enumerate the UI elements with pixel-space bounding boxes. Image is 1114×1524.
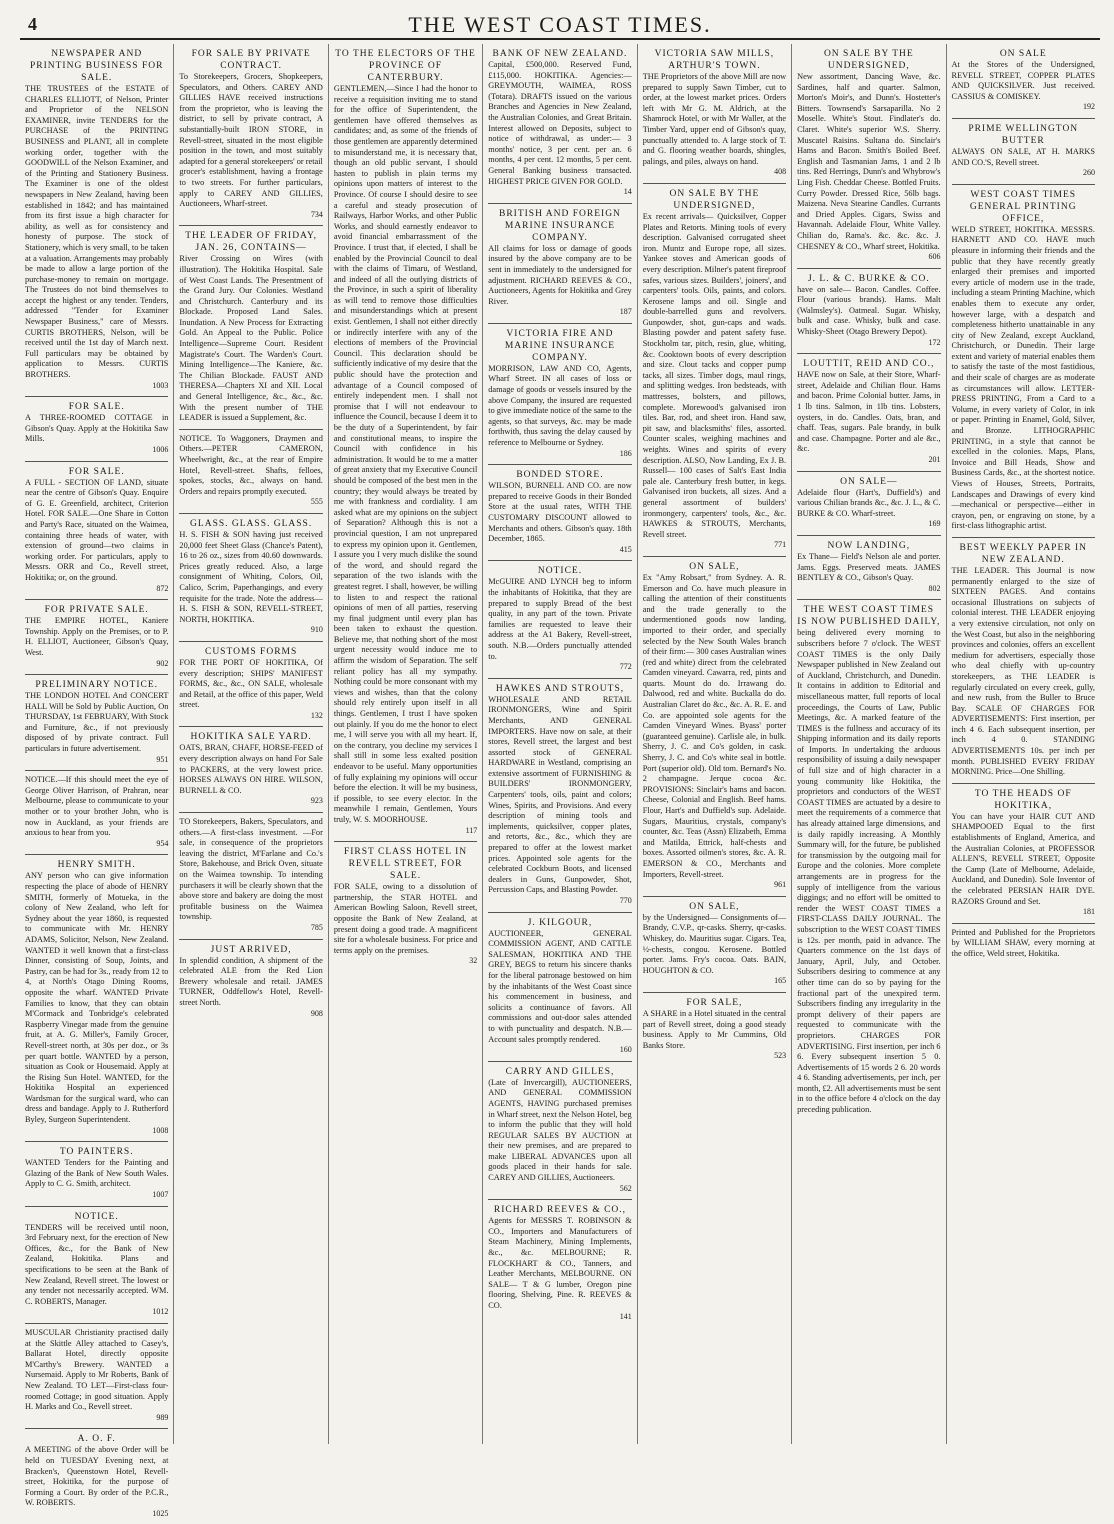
advertisement-number: 902 (156, 658, 169, 668)
advertisement-body: A MEETING of the above Order will be held on TUESDAY Evening next, at Bracken's, Queenstown Hotel, Revell-street, Hokitika, for the purpose of Forming a Court. By order of the P.C.R., W. ROBERTS. (25, 1445, 169, 1508)
advertisement-number: 785 (310, 922, 323, 932)
advertisement-number: 117 (465, 825, 478, 835)
advertisement-heading: BRITISH AND FOREIGN MARINE INSURANCE COMPANY. (499, 208, 621, 243)
advertisement-heading: PRIME WELLINGTON BUTTER (968, 123, 1079, 146)
advertisement (25, 1324, 168, 1429)
advertisement (643, 44, 786, 184)
advertisement-body: In splendid condition, A shipment of the celebrated ALE from the Red Lion Brewery wholesale and retail. JAMES TURNER, Oddfellow's Hotel, Revell-street North. (179, 955, 323, 1007)
advertisement-number: 961 (774, 880, 787, 890)
advertisement-body: TENDERS will be received until noon, 3rd February next, for the erection of New Offices, &c., for the Bank of New Zealand, Hokitika. Plans and specifications to be seen at the Bank of New Zealand, Revell street. The lowest or any tender not necessarily accepted. WM. C. ROBERTS, Manager. (25, 1222, 169, 1306)
advertisement (25, 1429, 168, 1524)
advertisement-body: THE EMPIRE HOTEL, Kaniere Township. Apply on the Premises, or to P. H. ELLIOT, Auctioneer, Gibson's Quay, West. (25, 616, 169, 657)
advertisement (25, 462, 168, 601)
advertisement-body: A THREE-ROOMED COTTAGE in Gibson's Quay. Apply at the Hokitika Saw Mills. (25, 413, 169, 444)
advertisement-heading: J. KILGOUR, (527, 917, 593, 928)
advertisement-heading: FOR SALE. (68, 402, 125, 413)
advertisement-heading: CUSTOMS FORMS (204, 646, 298, 657)
advertisement (643, 184, 786, 557)
advertisement-body: Ex recent arrivals— Quicksilver, Copper Plates and Retorts. Mining tools of every description. Galvanised corrugated sheet iron. Muntz and Europe rope, all sizes. Yankee stoves and American goods of every description. Milner's patent fireproof safes, various sizes. Builders', joiners', and carpenters' tools. Oils, paints, and colors. Kerosene lamps and oil. Single and double-barrelled guns and revolvers. Gunpowder, shot, gun-caps and wads. Blasting powder and patent safety fuse. Stockholm tar, pitch, resin, glue, whiting, &c. Cooktown boots of every description and size. Clout tacks and copper pump tacks, all sizes. Timber dogs, maul rings, and splitting wedges. Iron bedsteads, with mattresses, bolsters, and pillows, complete. Morewood's galvanised iron tiles. Bar, rod, and sheet iron. Hand saw, pit saw, and blacksmiths' files, assorted. Counter scales, weighing machines and weights. Wines and spirits of every description. ALSO, Now Landing, Ex J. B. Russell— 100 cases of Salt's East India pale ale. Canterbury fresh butter, in kegs. Galvanised iron buckets, all sizes. And a general assortment of builders' ironmongery, carpenters' tools, &c., &c. HAWKES & STROUTS, Merchants, Revell street. (642, 211, 787, 539)
advertisement-heading: ON SALE (999, 49, 1047, 59)
advertisement-body: Ex Thane— Field's Nelson ale and porter. Jams. Eggs. Preserved meats. JAMES BENTLEY & CO., Gibson's Quay. (797, 551, 941, 583)
advertisement-body: NOTICE. To Waggoners, Draymen and Others.—PETER CAMERON, Wheelwright, &c., at the rear of Empire Hotel, Revell-street. Shafts, felloes, spokes, stocks, &c., always on hand. Orders and repairs promptly executed. (179, 433, 323, 496)
advertisement-body: To Storekeepers, Grocers, Shopkeepers, Speculators, and Others. CAREY AND GILLIES HAVE received instructions from the proprietor, who is leaving the district, to sell by private contract, A substantially-built IRON STORE, in Revell-street, situated in the most eligible position in the town, and most suitably adapted for a general storekeepers' or retail grocer's establishment, having a frontage to two streets. For further particulars, apply to CAREY AND GILLIES, Auctioneers, Wharf-street. (179, 72, 323, 209)
advertisement-body: THE TRUSTEES of the ESTATE of CHARLES ELLIOTT, of Nelson, Printer and Proprietor of the NELSON EXAMINER, invite TENDERS for the PURCHASE of the PRINTING BUSINESS and PLANT, all in complete working order, together with the GOODWILL of the Nelson Examiner, and of the Printing and Stationery Business. The Examiner is one of the oldest newspapers in New Zealand, having been established in 1842; and has maintained from its first issue a high character for ability, as well as for consistency and honesty of purpose. The stock of Stationery, which is very small, to be taken at a valuation. Arrangements may probably be made to allow a large portion of the purchase-money to remain on mortgage. The Trustees do not bind themselves to accept the highest or any tender. Tenders, addressed "Tender for Examiner Newspaper Business," care of Messrs. CURTIS BROTHERS, Nelson, will be received until the 1st day of March next. Full particulars may be obtained by application to Messrs. CURTIS BROTHERS. (25, 84, 169, 380)
advertisement (952, 924, 1095, 965)
advertisement-heading: LOUTTIT, REID AND CO., (803, 359, 935, 370)
page-number: 4 (28, 14, 37, 34)
column-4 (483, 44, 637, 1444)
advertisement-body: (Late of Invercargill), AUCTIONEERS, AND GENERAL COMMISSION AGENTS, HAVING purchased premises in Wharf street, next the Nelson Hotel, beg to inform the public that they will hold REGULAR SALES BY AUCTION at their new premises, and are prepared to make LIBERAL ADVANCES upon all goods placed in their hands for sale. CAREY AND GILLIES, Auctioneers. (488, 1077, 632, 1183)
advertisement-number: 1006 (152, 445, 169, 454)
advertisement (488, 1062, 631, 1201)
advertisement-number: 165 (774, 976, 787, 986)
masthead (20, 10, 1100, 40)
advertisement-heading: ON SALE— (840, 476, 898, 487)
advertisement-body: WELD STREET, HOKITIKA. MESSRS. HARNETT AND CO. HAVE much pleasure in informing their friends and the public that they have recently greatly enlarged their premises and imported every article of modern use in the trade, including a steam Printing Machine, which enables them to execute any order, however large, with a despatch and completeness hitherto unattainable in any city of New Zealand, except Auckland, Christchurch, or Dunedin. Their large extent and variety of material enables them to satisfy the taste of the most fastidious, and their scale of charges are as moderate as circumstances will allow. LETTER-PRESS PRINTING, From a Card to a Volume, in every variety of Color, in ink or paper. Printing in Enamel, Gold, Silver, and Bronze. LITHOGRAPHIC PRINTING, in a style that cannot be excelled in the colonies. Maps, Plans, Invoice and Bill Heads, Show and Business Cards, &c., at the shortest notice. Views of Houses, Streets, Portraits, Landscapes and Drawings of every kind —mechanical or perspective—either in crayon, pen, or engraving on stone, by a first-class lithographic artist. (951, 224, 1095, 531)
advertisement-heading: RICHARD REEVES & CO., (493, 1205, 627, 1216)
advertisement-body: MORRISON, LAW AND CO, Agents, Wharf Street. IN all cases of loss or damage of goods or vessels insured by the above Company, the insured are requested to give immediate notice of the same to the agents, so that surveys, &c. may be made forthwith, thus saving the delay caused by reference to Melbourne or Sydney. (488, 363, 632, 448)
advertisement-number: 734 (310, 209, 323, 219)
advertisement (797, 269, 940, 355)
advertisement-body: Printed and Published for the Proprietors by WILLIAM SHAW, every morning at the office, Weld street, Hokitika. (951, 927, 1095, 958)
advertisement-number: 802 (928, 583, 941, 593)
advertisement-number: 415 (619, 544, 632, 554)
advertisement-number: 951 (156, 754, 169, 764)
advertisement (643, 897, 786, 993)
advertisement-heading: ON SALE, (689, 561, 740, 572)
advertisement (488, 465, 631, 561)
advertisement (952, 538, 1095, 784)
advertisement-number: 169 (928, 519, 941, 529)
newspaper-title: THE WEST COAST TIMES. (408, 12, 712, 37)
advertisement (952, 44, 1095, 119)
advertisement (952, 185, 1095, 538)
advertisement-heading: NEWSPAPER AND PRINTING BUSINESS FOR SALE. (29, 49, 164, 83)
advertisement (797, 354, 940, 471)
advertisement-body: THE LONDON HOTEL And CONCERT HALL Will be Sold by Public Auction, On THURSDAY, 1st FEBRUARY, With Stock and Furniture, &c., if not previously disposed of by private contract. Full particulars in future advertisement. (25, 691, 169, 754)
advertisement-body: have on sale— Bacon. Candles. Coffee. Flour (various brands). Hams. Malt (Walmsley's). Oatmeal. Sugar. Whisky, bulk and case. Whisky, bulk and case. Whisky-Sheet (Otago Brewery Depot). (797, 284, 941, 337)
advertisement (179, 226, 322, 430)
column-6 (792, 44, 946, 1444)
advertisement-heading: TO PAINTERS. (59, 1147, 134, 1158)
advertisement (488, 913, 631, 1062)
advertisement-number: 186 (619, 448, 632, 458)
advertisement-number: 141 (619, 1311, 632, 1321)
advertisement-number: 562 (619, 1183, 632, 1193)
advertisement (179, 514, 322, 642)
advertisement-body: A SHARE in a Hotel situated in the central part of Revell street, doing a good steady business. Apply to Mr Cummins, Old Banks Store. (642, 1008, 787, 1050)
advertisement-body: FOR SALE, owing to a dissolution of partnership, the STAR HOTEL and American Bowling Saloon, Revell street, opposite the Bank of New Zealand, at present doing a good trade. A magnificent site for a wholesale business. For price and terms apply on the premises. (333, 882, 478, 955)
advertisement-number: 872 (156, 583, 169, 593)
advertisement-number: 770 (619, 896, 632, 905)
advertisement (179, 44, 322, 226)
advertisement-number: 32 (469, 956, 478, 966)
advertisement-heading: THE WEST COAST TIMES IS NOW PUBLISHED DAILY, (797, 605, 941, 628)
advertisement (488, 44, 631, 204)
advertisement-heading: HAWKES AND STROUTS, (495, 683, 625, 694)
advertisement-number: 555 (310, 497, 323, 507)
advertisement-heading: HOKITIKA SALE YARD. (190, 732, 312, 743)
advertisement (488, 324, 631, 465)
advertisement-heading: VICTORIA SAW MILLS, ARTHUR'S TOWN. (654, 49, 775, 71)
advertisement-heading: GLASS. GLASS. GLASS. (190, 518, 313, 529)
advertisement (179, 727, 322, 813)
advertisement-body: Adelaide flour (Hart's, Duffield's) and various Chilian brands &c., &c. J. L., & C. BURKE & CO. Wharf-street. (797, 487, 941, 518)
advertisement (952, 784, 1095, 924)
advertisement (488, 204, 631, 324)
advertisement-number: 772 (619, 662, 632, 672)
advertisement-body: New assortment, Dancing Wave, &c. Sardines, half and quarter. Salmon, Morton's Moir's, and Dunn's. Hostetter's Bitters. Townsend's Sarsaparilla. No 2 Moselle. White's Stout. Findlater's do. Claret. White's superior W.S. Sherry. Muscatel Raisins. Sultana do. Sinclair's Hams and Bacon. Smith's Boiled Beef. English and Tasmanian Jams, 1 and 2 lb tins. Red Herrings, Dunn's and Whybrow's Ling Fish. Cheddar Cheese. Bottled Fruits. Curry Powder. Dressed Rice, 56lb bags. Maizena. Neva Stearine Candles. Currants and Dried Apples. Cigars, Swiss and Havannah. Adelaide Flour, White Valley. Chilian do, Rama's. &c. &c. &c. J. CHESNEY & CO., Wharf street, Hokitika. (797, 72, 941, 251)
advertisement (179, 642, 322, 728)
advertisement (488, 561, 631, 678)
advertisement-heading: NOW LANDING, (827, 540, 911, 551)
advertisement-heading: FIRST CLASS HOTEL IN REVELL STREET, FOR SALE. (343, 847, 468, 882)
advertisement-body: You can have your HAIR CUT AND SHAMPOOED Equal to the first establishments of England, America, and the Australian Colonies, at PROFESSOR ALLEN'S, REVELL STREET, Opposite the Camp (Late of Melbourne, Adelaide, Auckland, and Dunedin). Sole Inventor of the celebrated PERSIAN HAIR DYE. RAZORS Ground and Set. (951, 811, 1095, 906)
advertisement-number: 989 (156, 1412, 169, 1422)
advertisement-number: 910 (310, 625, 323, 635)
advertisement-body: ANY person who can give information respecting the place of abode of HENRY SMITH, formerly of Motueka, in the colony of New Zealand, who left for Sydney about the year 1860, is requested to communicate with Mr. HENRY ADAMS, Solicitor, Nelson, New Zealand. WANTED it well known that a first-class Dinner, consisting of Soup, Joints, and Pastry, can be had for 3s., ready from 12 to 4, at North's Otago Dining Rooms, opposite the wharf. WANTED Private Families to know, that they can obtain M'Cormack and Tonbridge's celebrated Raspberry Vinegar made from the genuine fruit, at A. G. Miller's, Family Grocer, Revell-street north, at 30s per doz., or 3s per quart bottle. WANTED by a person, situation as Cook or Housemaid. Apply at the Rising Sun Hotel. WANTED, for the Hokitika Hospital an experienced Wardsman for the surgical ward, who can dress and bandage. Apply to J. Rutherford Byley, Surgeon Superintendent. (25, 871, 169, 1125)
advertisement-body: McGUIRE AND LYNCH beg to inform the inhabitants of Hokitika, that they are prepared to supply Bread of the best quality, in any part of the town. Private families are requested to leave their address at the A1 Bakery, Revell-street, south. N.B.—Orders punctually attended to. (488, 577, 632, 661)
advertisement (643, 557, 786, 897)
advertisement-body: AUCTIONEER, GENERAL COMMISSION AGENT, AND CATTLE SALESMAN, HOKITIKA AND THE GREY, BEGS to return his sincere thanks for the liberal patronage bestowed on him by the inhabitants of the West Coast since his commencement in business, and solicits a continuance of favors. All commissions and out-door sales attended to with punctuality and despatch. N.B.—Account sales promptly rendered. (488, 928, 632, 1044)
advertisement-number: 132 (310, 710, 323, 720)
advertisement-heading: J. L. & C. BURKE & CO. (807, 273, 930, 284)
advertisement-heading: TO THE HEADS OF HOKITIKA, (974, 788, 1072, 811)
advertisement-body: TO Storekeepers, Bakers, Speculators, and others.—A first-class investment. —For sale, in consequence of the proprietors leaving the district, M'Farlane and Co.'s Store, Bakehouse, and Brick Oven, situate on the Waimea township. To intending purchasers it will be clearly shown that the above store and bakery are doing the most profitable business on the Waimea township. (179, 817, 323, 922)
column-7 (947, 44, 1100, 1444)
advertisement (797, 44, 940, 269)
advertisement-body: WANTED Tenders for the Painting and Glazing of the Bank of New South Wales. Apply to C. G. Smith, architect. (25, 1158, 169, 1189)
advertisement (179, 813, 322, 940)
advertisement-heading: TO THE ELECTORS OF THE PROVINCE OF CANTERBURY. (335, 49, 476, 83)
advertisement-body: FOR THE PORT OF HOKITIKA, Of every description; SHIPS' MANIFEST FORMS, &c., &c., ON SALE, wholesale and Retail, at the office of this paper, Weld street. (179, 657, 323, 710)
column-5 (638, 44, 792, 1444)
advertisement (797, 472, 940, 536)
advertisement-number: 1007 (152, 1190, 169, 1200)
advertisement-body: THE Proprietors of the above Mill are now prepared to supply Sawn Timber, cut to order, at the lowest market prices. Orders left with Mr G. M. Aldrich, at the Shamrock Hotel, or with Mr Waller, at the Timber Yard, upper end of Gibson's quay, punctually attended to. A large stock of T. and G. flooring weather boards, shingles, palings, and piles, always on hand. (642, 72, 787, 166)
advertisement-number: 14 (623, 187, 632, 197)
advertisement (334, 44, 477, 842)
advertisement (25, 1142, 168, 1206)
advertisement (488, 1200, 631, 1327)
advertisement-heading: BANK OF NEW ZEALAND. (492, 49, 628, 59)
advertisement-number: 606 (928, 252, 941, 262)
advertisement-heading: JUST ARRIVED, (210, 944, 292, 955)
advertisement-heading: BONDED STORE. (516, 470, 604, 481)
advertisement-body: Capital, £500,000. Reserved Fund, £115,000. HOKITIKA. Agencies:—GREYMOUTH, WAIMEA, ROSS (Totara). DRAFTS issued on the various Branches and Agencies in New Zealand, the Australian Colonies, and Great Britain. Interest allowed on Deposits, subject to notice of withdrawal, as under:— 3 months' notice, 3 per cent. per an. 6 months, 4 per cent. 12 months, 5 per cent. General Banking business transacted. HIGHEST PRICE GIVEN FOR GOLD. (488, 60, 632, 186)
advertisement-body: Ex "Amy Robsart," from Sydney. A. R. Emerson and Co. have much pleasure in calling the attention of their constituents and the trade generally to the undermentioned goods now landing, imported to their order, and specially selected by the New South Wales branch of their firm:— 300 cases Australian wines (red and white) direct from the celebrated Camden vineyard. Cawarra, red, pints and quarts. Mount do do. Irrawang do. Dalwood, red and white. Buckalla do do. Australian Claret do &c., &c. A. R. E. and Co. are appointed sole agents for the Camden Vineyard Wines. Byass' porter (guaranteed genuine). Carlisle ale, in bulk. Sherry, J. C. and Co's golden, in cask. Sherry, J. C. and Co's white seal in bottle. Port (superior old). Old tom. Bernard's No. 2 champagne. Jerque cocoa &c. PROVISIONS: Sinclair's hams and bacon. Cheese, Colonial and English. Beef hams. Flour, Hart's and Duffield's sup. Adelaide. Sugars, Mauritius, crystals, company's counter, &c. Teas (Assn) Elizabeth, Emma and Matilda, Ettrick, half-chests and boxes. Assorted oilmen's stores, &c. A. R. EMERSON & CO., Merchants and Importers, Revell-street. (642, 572, 787, 879)
advertisement-body: At the Stores of the Undersigned, REVELL STREET, COPPER PLATES AND QUICKSILVER. Just received. CASSIUS & COMISKEY. (951, 60, 1095, 101)
advertisement-body: OATS, BRAN, CHAFF, HORSE-FEED of every description always on hand For Sale to PACKERS, at the very lowest price. HORSES ALWAYS ON HIRE. WILSON, BURNELL & CO. (179, 743, 323, 795)
advertisement (25, 44, 168, 397)
advertisement (797, 536, 940, 600)
advertisement-number: 1025 (152, 1508, 169, 1518)
advertisement-heading: FOR SALE, (686, 997, 743, 1008)
advertisement-body: being delivered every morning to subscribers before 7 o'clock. The WEST COAST TIMES is the only Daily Newspaper published in New Zealand out of Auckland, Christchurch, and Dunedin. It contains in addition to Editorial and miscellaneous matter, full reports of local proceedings, the Courts of Law, Public Meetings, &c. A marked feature of the TIMES is the fullness and accuracy of its Shipping information and its daily reports of Imports. In undertaking the arduous responsibility of issuing a daily newspaper of full size and of high character in a young community like Hokitika, the proprietors and conductors of the WEST COAST TIMES are actuated by a desire to meet the requirements of a commerce that has already attained large dimensions, and is daily rapidly increasing. A Monthly Summary will, for the future, be published for transmission by the outgoing mail for Europe and the colonies. More complete arrangements are in progress for the supply of intelligence from the various diggings; and no effort will be omitted to render the WEST COAST TIMES a FIRST-CLASS DAILY JOURNAL. The subscription to the WEST COAST TIMES is 12s. per month, paid in advance. The Quarters commence on the 1st days of January, April, July, and October. Subscribers desiring to commence at any other time can do so by paying for the fractional part of the unexpired term. Subscribers finding any irregularity in the prompt delivery of their papers are requested to communicate with the proprietors. CHARGES FOR ADVERTISING. First insertion, per inch 6 6. Every subsequent insertion 5 0. Advertisements of 15 words 2 6. 20 words 4 6. Standing advertisements, per inch, per month, £2. All advertisements must be sent in to the office before 4 o'clock on the day preceding publication. (797, 628, 941, 1115)
advertisement-body: by the Undersigned— Consignments of— Brandy, C.V.P., qr-casks. Sherry, qr-casks. Whiskey, do. Mauritius sugar. Cigars. Tea, ½-chests, congou. Kerosene. Bottled porter. Jams. Fry's cocoa. Oats. BAIN, HOUGHTON & CO. (642, 912, 787, 975)
advertisement (952, 119, 1095, 185)
advertisement-heading: A. O. F. (77, 1434, 116, 1445)
advertisement (25, 600, 168, 675)
advertisement-heading: WEST COAST TIMES GENERAL PRINTING OFFICE, (969, 189, 1077, 224)
column-2 (174, 44, 328, 1444)
advertisement-number: 1012 (152, 1307, 169, 1317)
advertisement-body: WHOLESALE AND RETAIL IRONMONGERS, Wine and Spirit Merchants, AND GENERAL IMPORTERS. Have now on sale, at their stores, Revell street, the largest and best assorted stock of GENERAL HARDWARE in Westland, comprising an extensive assortment of FURNISHING & BUILDERS' IRONMONGERY, Carpenters' tools, oils, paint and colors; Wines, Spirits, and Provisions. And every description of mining tools and implements, quicksilver, copper plates, and retorts, &c., &c., which they are prepared to offer at the lowest market prices. Appointed sole agents for the celebrated Cockburn Boots, and licensed dealers in Guns, Gunpowder, Shot, Percussion Caps, and Blasting Powder. (488, 694, 632, 895)
advertisement-body: A FULL - SECTION OF LAND, situate near the centre of Gibson's Quay. Enquire of G. E. Greenfield, architect, Criterion Hotel. FOR SALE.—One Share in Cotton and Party's Race, situated on the Waimea, containing three heads of water, with extension of ground—two claims in working order. For particulars, apply to Messrs. ORR and Co., Revell street, Hokitika; or, on the ground. (25, 477, 169, 582)
advertisement-number: 260 (1082, 168, 1095, 178)
advertisement-number: 192 (1082, 102, 1095, 112)
advertisement-body: Agents for MESSRS T. ROBINSON & CO., Importers and Manufacturers of Steam Machinery, Mining Implements, &c., &c. MELBOURNE; R. FLOCKHART & CO., Tanners, and Leather Merchants, MELBOURNE. ON SALE— T & G lumber, Oregon pine flooring, Shelving, Pine. R. REEVES & CO. (488, 1216, 632, 1310)
advertisement-heading: ON SALE, (689, 901, 740, 912)
advertisement-number: 160 (619, 1045, 632, 1055)
advertisement-heading: FOR SALE BY PRIVATE CONTRACT. (191, 49, 311, 71)
advertisement-heading: NOTICE. (537, 566, 583, 577)
advertisement-body: ALWAYS ON SALE, AT H. MARKS AND CO.'S, Revell street. (951, 146, 1095, 167)
advertisement (334, 842, 477, 972)
advertisement-number: 923 (310, 796, 323, 806)
advertisement-body: H. S. FISH & SON having just received 20,000 feet Sheet Glass (Chance's Patent), 16 to 26 oz., sizes from 40.60 downwards. Prices greatly reduced. Also, a large consignment of Whiting, Colors, Oil, Calico, Scrim, Paperhangings, and every requisite for the trade. Note the address—H. S. FISH & SON, REVELL-STREET, NORTH, HOKITIKA. (179, 529, 323, 624)
advertisement-body: NOTICE.—If this should meet the eye of George Oliver Harrison, of Prahran, near Melbourne, please to communicate to your mother or to your brother John, who is now in Auckland, as your friends are anxious to hear from you. (25, 775, 169, 838)
advertisement-heading: PRELIMINARY NOTICE. (35, 680, 159, 691)
advertisement-number: 954 (156, 838, 169, 848)
advertisement (179, 940, 322, 1025)
advertisement-body: THE LEADER. This Journal is now permanently enlarged to the size of SIXTEEN PAGES. And contains occasional Illustrations on subjects of colonial interest. THE LEADER enjoying a very extensive circulation, not only on the West Coast, but also in the neighboring provinces and colonies, offers an excellent medium for advertisers, especially those who deal chiefly with up-country storekeepers, as THE LEADER is regularly circulated on every creek, gully, and new rush, from the Buller to Bruce Bay. SCALE OF CHARGES FOR ADVERTISEMENTS: First insertion, per inch 4 6. Each subsequent insertion, per inch 4 0. STANDING ADVERTISEMENTS 10s. per inch per month. PUBLISHED EVERY FRIDAY MORNING. Price—One Shilling. (951, 565, 1095, 777)
advertisement (643, 993, 786, 1067)
advertisement-heading: BEST WEEKLY PAPER IN NEW ZEALAND. (959, 542, 1087, 565)
advertisement (25, 397, 168, 461)
advertisement-heading: CARRY AND GILLES, (505, 1066, 615, 1077)
advertisement (25, 1207, 168, 1324)
advertisement-body: WILSON, BURNELL AND CO. are now prepared to receive Goods in their Bonded Store at the usual rates, WITH THE CUSTOMARY DISCOUNT allowed to Merchants and others. Gibson's quay. 18th December, 1865. (488, 481, 632, 544)
advertisement-body: River Crossing on Wires (with illustration). The Hokitika Hospital. Sale of West Coast Lands. The Presentment of the Grand Jury. Our Colonies. Westland and Christchurch. Canterbury and its Blockade. Proposed Land Sales. Inundation. A New Process for Extracting Gold. An Appeal to the Public. Police Intelligence—Supreme Court. Resident Magistrate's Court. The Warden's Court. Mining Intelligence—The Kaniere, &c. The Chilian Blockade. FAUST AND THERESA—Chapters XI and XII. Local and General Intelligence, &c., &c., &c. With the present number of THE LEADER is issued a Supplement, &c. (179, 254, 323, 423)
advertisement-number: 1003 (152, 380, 169, 390)
advertisement-heading: HENRY SMITH. (57, 860, 136, 871)
advertisement-number: 771 (774, 540, 787, 550)
advertisement-heading: FOR SALE. (68, 466, 125, 477)
advertisement-body: HAVE now on Sale, at their Store, Wharf-street, Adelaide and Chilian flour. Hams and bacon. Prime Colonial butter. Jams, in 1 lb tins. Salmon, in 1lb tins. Lobsters, oysters, in do. Candles. Oats, bran, and chaff. Teas, sugars. Pale brandy, in bulk and case. Champagne. Porter and ale &c., &c. (797, 370, 941, 454)
advertisement-number: 187 (619, 307, 632, 317)
advertisement-body: MUSCULAR Christianity practised daily at the Skittle Alley attached to Casey's, Ballarat Hotel, directly opposite M'Carthy's Brewery. WANTED a Nursemaid. Apply to Mr Roberts, Bank of New Zealand. TO LET—First-class four-roomed Cottage; in good situation. Apply H. Marks and Co., Revell street. (25, 1327, 169, 1412)
advertisement-heading: VICTORIA FIRE AND MARINE INSURANCE COMPANY. (504, 328, 616, 363)
advertisement (25, 855, 168, 1142)
column-1 (20, 44, 174, 1518)
advertisement-number: 181 (1082, 907, 1095, 917)
advertisement-heading: THE LEADER OF FRIDAY, JAN. 26, CONTAINS— (185, 231, 318, 254)
advertisement (797, 600, 940, 1120)
newspaper-page (20, 44, 1100, 1518)
advertisement-number: 172 (928, 337, 941, 347)
advertisement-body: GENTLEMEN,—Since I had the honor to receive a requisition inviting me to stand for the office of Superintendent, the gentlemen have offered themselves as candidates; and, as some of the friends of those gentlemen are apparently determined to misunderstand me, it is necessary that, though an old public servant, I should hasten to publish in plain terms my opinions upon matters of interest to the Province. Of course I should desire to see a careful and steady prosecution of Railways, Harbor Works, and other Public Works, and should earnestly endeavor to avoid financial embarrassment of the Province. I trust that, if elected, I shall be enabled by the Provincial Council to deal with the claims of Timaru, of Westland, and indeed of all the outlying districts of the Province, in such a spirit of liberality as will tend to remove those difficulties and misunderstandings which at present exist. Gentlemen, I shall not either directly or indirectly interfere with any of the elections of members of the Provincial Council. This declaration should be sufficiently indicative of my desire that the public should have the protection and advantage of a Council composed of entirely independent men. I shall not promise that I will not endeavour to influence the Council, because I deem it to be the duty of a Superintendent, by fair and constitutional means, to inspire the Council with confidence in his administration. It would be to me a matter of great anxiety that my Executive Council should be composed of the best men in the country; they would always be treated by me with frankness and cordiality. I am asked what are my opinions on the subject of Separation? Although this is not a provincial question, I am not unprepared to express my opinion upon it. Gentlemen, I assure you I very much dislike the sound of the word, and should regard the separation of the two islands with the greatest regret. I shall, however, be willing to listen to and respect the rational opinions of men of all parties, reserving my final judgment until every plan has been taken to exhaust the question. Believe me, that nothing short of the most urgent necessity would induce me to affirm the wisdom of Separation. The self reliant policy has all my sympathy. Nothing could be more consonant with my views and wishes, than that the colony should rely entirely upon itself in all things. Gentlemen, I trust I have spoken out plainly. If you do me the honor to elect me, I will serve you with all my heart. If, on the contrary, you decline my services I shall still in some less exalted position endeavor to be useful. Many opportunities of fully explaining my opinions will occur before the election. It will be my business, if possible, to see every elector. In the meanwhile I remain, Gentlemen, Yours truly, W. S. MOORHOUSE. (333, 84, 478, 824)
advertisement (488, 679, 631, 913)
advertisement-number: 201 (928, 455, 941, 464)
advertisement-number: 908 (310, 1008, 323, 1018)
advertisement-heading: ON SALE BY THE UNDERSIGNED, (669, 188, 760, 211)
advertisement (25, 675, 168, 771)
advertisement-number: 408 (774, 167, 787, 177)
advertisement-number: 523 (774, 1051, 787, 1061)
advertisement-heading: NOTICE. (74, 1211, 119, 1222)
advertisement-heading: ON SALE BY THE UNDERSIGNED, (823, 49, 914, 71)
advertisement (25, 771, 168, 855)
advertisement-body: All claims for loss or damage of goods insured by the above company are to be sent in immediately to the undersigned for adjustment. RICHARD REEVES & CO., Auctioneers, Agents for Hokitika and Grey River. (488, 243, 632, 306)
advertisement-number: 1008 (152, 1125, 169, 1135)
advertisement-heading: FOR PRIVATE SALE. (44, 605, 149, 616)
advertisement (179, 430, 322, 514)
column-3 (329, 44, 483, 1444)
